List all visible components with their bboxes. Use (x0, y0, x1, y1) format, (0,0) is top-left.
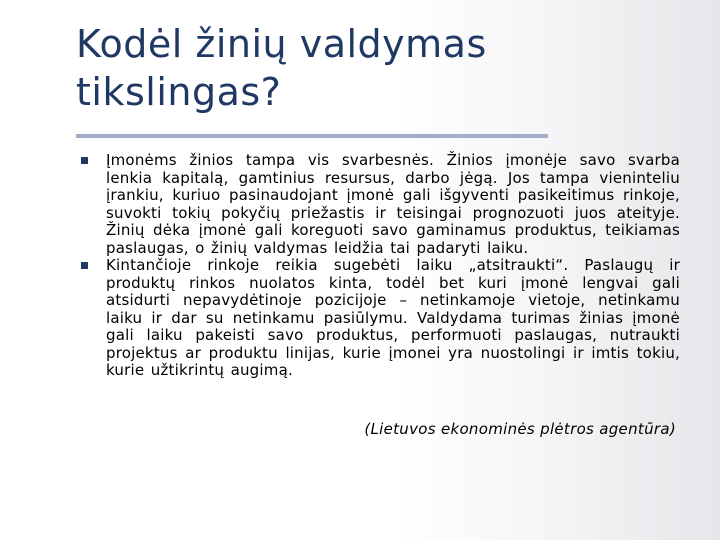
bullet-text: Įmonėms žinios tampa vis svarbesnės. Žinios įmonėje savo svarba lenkia kapitalą, gamtinius resursus, darbo jėgą. Jos tampa vieninteliu įrankiu, kuriuo pasinaudojant įmonė gali išgyventi pasikeitimus rinkoje, suvokti tokių pokyčių priežastis ir teisingai prognozuoti juos ateityje. Žinių dėka įmonė gali koreguoti savo gaminamus produktus, teikiamas paslaugas, o žinių valdymas leidžia tai padaryti laiku. (106, 151, 680, 257)
bullet-list (80, 152, 680, 380)
bullet-item (80, 152, 680, 257)
title-divider (76, 134, 548, 138)
citation: (Lietuvos ekonominės plėtros agentūra) (364, 420, 676, 438)
bullet-text: Kintančioje rinkoje reikia sugebėti laiku „atsitraukti“. Paslaugų ir produktų rinkos nuolatos kinta, todėl bet kuri įmonė lengvai gali atsidurti nepavydėtinoje pozicijoje – netinkamoje vietoje, netinkamu laiku ir dar su netinkamu pasiūlymu. Valdydama turimas žinias įmonė gali laiku pakeisti savo produktus, performuoti paslaugas, nutraukti projektus ar produktu linijas, kurie įmonei yra nuostolingi ir imtis tokiu, kurie užtikrintų augimą. (106, 256, 680, 379)
bullet-item (80, 257, 680, 380)
square-bullet-icon (81, 157, 88, 164)
square-bullet-icon (81, 262, 88, 269)
slide-title: Kodėl žinių valdymas tikslingas? (76, 22, 487, 114)
